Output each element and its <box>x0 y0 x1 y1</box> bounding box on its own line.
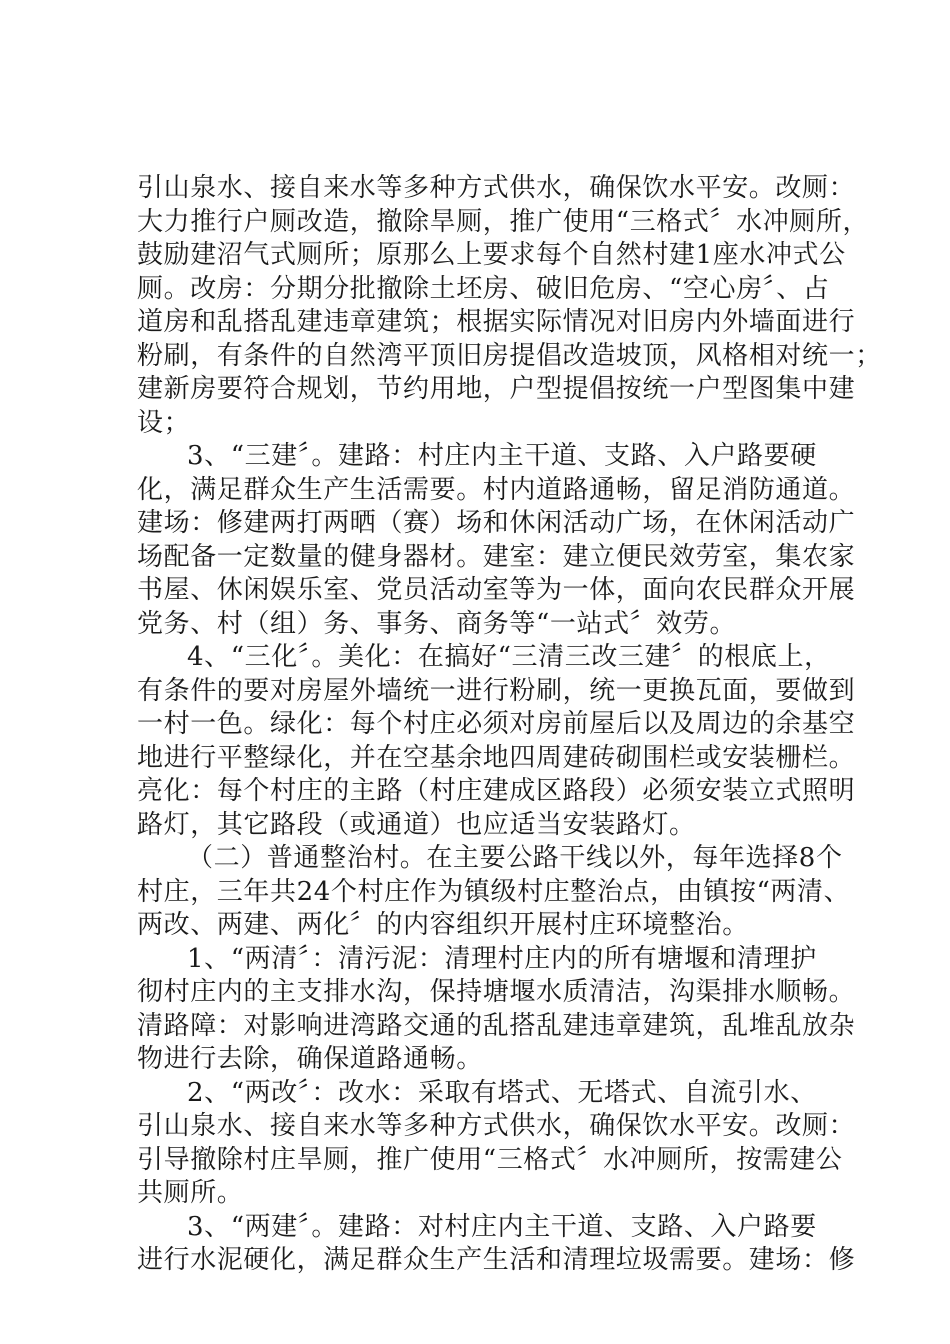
text-line: 4、“三化〞。美化：在搞好“三清三改三建〞的根底上， <box>187 642 831 672</box>
body-text <box>137 172 882 1278</box>
text-line: 大力推行户厕改造，撤除旱厕，推广使用“三格式〞水冲厕所， <box>137 206 870 237</box>
text-line: 建场：修建两打两晒（赛）场和休闲活动广场，在休闲活动广 <box>137 508 856 538</box>
text-line: 场配备一定数量的健身器材。建室：建立便民效劳室，集农家 <box>137 541 856 572</box>
text-line: 书屋、休闲娱乐室、党员活动室等为一体，面向农民群众开展 <box>137 575 856 605</box>
text-line: 村庄，三年共24个村庄作为镇级村庄整治点，由镇按“两清、 <box>137 876 851 907</box>
text-line: 彻村庄内的主支排水沟，保持塘堰水质清洁，沟渠排水顺畅。 <box>137 977 856 1007</box>
text-line: 厕。改房：分期分批撤除土坯房、破旧危房、“空心房〞、占 <box>137 273 830 304</box>
text-line: 粉刷，有条件的自然湾平顶旧房提倡改造坡顶，风格相对统一； <box>137 340 882 371</box>
text-line: 引山泉水、接自来水等多种方式供水，确保饮水平安。改厕： <box>137 1111 856 1141</box>
text-line: 引山泉水、接自来水等多种方式供水，确保饮水平安。改厕： <box>137 173 856 203</box>
text-line: 3、“三建〞。建路：村庄内主干道、支路、入户路要硬 <box>187 441 817 471</box>
text-line: 党务、村（组）务、事务、商务等“一站式〞效劳。 <box>137 608 737 639</box>
text-line: 有条件的要对房屋外墙统一进行粉刷，统一更换瓦面，要做到 <box>137 675 856 706</box>
text-line: 2、“两改〞：改水：采取有塔式、无塔式、自流引水、 <box>187 1077 817 1108</box>
text-line: 建新房要符合规划，节约用地，户型提倡按统一户型图集中建 <box>137 374 856 404</box>
text-line: （二）普通整治村。在主要公路干线以外，每年选择8个 <box>187 843 843 873</box>
text-line: 清路障：对影响进湾路交通的乱搭乱建违章建筑，乱堆乱放杂 <box>137 1010 856 1041</box>
text-line: 进行水泥硬化，满足群众生产生活和清理垃圾需要。建场：修 <box>137 1245 856 1275</box>
text-line: 3、“两建〞。建路：对村庄内主干道、支路、入户路要 <box>187 1211 817 1242</box>
text-line: 地进行平整绿化，并在空基余地四周建砖砌围栏或安装栅栏。 <box>137 742 856 773</box>
text-line: 亮化：每个村庄的主路（村庄建成区路段）必须安装立式照明 <box>137 776 856 806</box>
text-line: 路灯，其它路段（或通道）也应适当安装路灯。 <box>137 809 696 840</box>
text-line: 化，满足群众生产生活需要。村内道路通畅，留足消防通道。 <box>137 474 856 505</box>
text-line: 共厕所。 <box>137 1178 244 1208</box>
text-line: 鼓励建沼气式厕所；原那么上要求每个自然村建1座水冲式公 <box>137 240 846 270</box>
text-line: 两改、两建、两化〞的内容组织开展村庄环境整治。 <box>137 910 749 940</box>
text-line: 一村一色。绿化：每个村庄必须对房前屋后以及周边的余基空 <box>137 709 856 739</box>
text-line: 物进行去除，确保道路通畅。 <box>137 1044 483 1074</box>
text-line: 道房和乱搭乱建违章建筑；根据实际情况对旧房内外墙面进行 <box>137 307 856 337</box>
text-line: 设； <box>137 407 191 438</box>
text-line: 引导撤除村庄旱厕，推广使用“三格式〞水冲厕所，按需建公 <box>137 1144 843 1175</box>
text-line: 1、“两清〞：清污泥：清理村庄内的所有塘堰和清理护 <box>187 943 817 974</box>
